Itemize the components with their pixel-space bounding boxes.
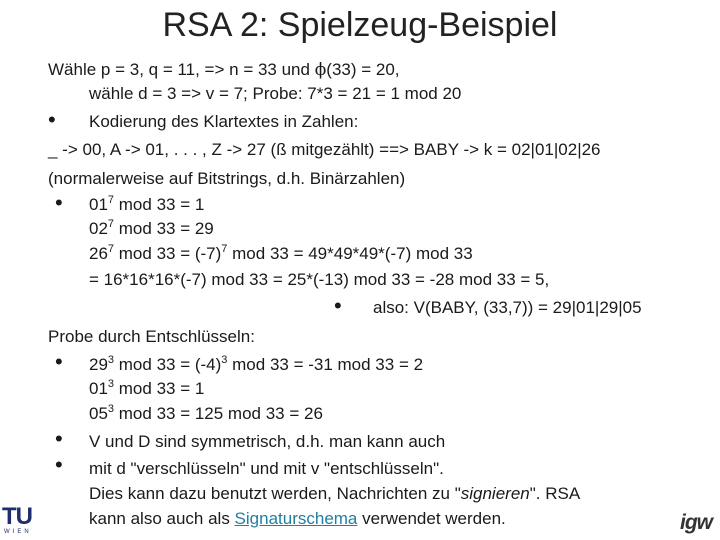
- exponent: 7: [107, 218, 115, 230]
- line-ciphertext: also: V(BABY, (33,7)) = 29|01|29|05: [373, 298, 642, 317]
- mid: mod 33 = (-4): [114, 355, 222, 374]
- line-swap-keys: mit d "verschlüsseln" und mit v "entschlüsseln".: [89, 459, 444, 478]
- line-power-01: [89, 195, 204, 215]
- exponent: 3: [221, 354, 228, 366]
- phi-symbol: ϕ: [314, 60, 327, 80]
- base: 01: [89, 379, 108, 398]
- rest: mod 33 = 125 mod 33 = 26: [114, 404, 323, 423]
- line-sign: [89, 484, 580, 504]
- text: verwendet werden.: [357, 509, 506, 528]
- line-mapping: _ -> 00, A -> 01, . . . , Z -> 27 (ß mitgezählt) ==> BABY -> k = 02|01|02|26: [48, 140, 601, 159]
- wien-logo-text: WIEN: [4, 529, 32, 535]
- base: 02: [89, 219, 108, 238]
- tu-wien-logo: [2, 503, 36, 539]
- line-choose-d: wähle d = 3 => v = 7; Probe: 7*3 = 21 = 1 mod 20: [89, 84, 462, 103]
- rest: mod 33 = 29: [114, 219, 214, 238]
- signaturschema-link[interactable]: Signaturschema: [234, 509, 358, 528]
- bullet: •: [55, 426, 63, 451]
- tu-logo-text: TU: [2, 503, 32, 530]
- line-computation: = 16*16*16*(-7) mod 33 = 25*(-13) mod 33 = -28 mod 33 = 5,: [89, 270, 550, 289]
- text: Dies kann dazu benutzt werden, Nachrichten zu ": [89, 484, 461, 503]
- exponent: 7: [221, 243, 228, 255]
- exponent: 3: [107, 378, 115, 390]
- emphasis-signieren: signieren: [460, 484, 530, 503]
- bullet: •: [48, 107, 56, 132]
- mid: mod 33 = (-7): [114, 244, 222, 263]
- line-bitstrings: (normalerweise auf Bitstrings, d.h. Binärzahlen): [48, 169, 406, 188]
- line-encoding: Kodierung des Klartextes in Zahlen:: [89, 112, 359, 131]
- bullet: •: [55, 190, 63, 215]
- text: kann also auch als: [89, 509, 235, 528]
- rest: mod 33 = 49*49*49*(-7) mod 33: [227, 244, 473, 263]
- line-power-01-dec: [89, 379, 204, 399]
- text: ". RSA: [529, 484, 581, 503]
- bullet: •: [55, 452, 63, 477]
- exponent: 3: [107, 403, 115, 415]
- line-primes-end: (33) = 20,: [326, 60, 400, 79]
- rest: mod 33 = -31 mod 33 = 2: [227, 355, 424, 374]
- slide-title: RSA 2: Spielzeug-Beispiel: [162, 6, 558, 44]
- line-symmetric: V und D sind symmetrisch, d.h. man kann auch: [89, 432, 446, 451]
- line-power-26: [89, 244, 473, 264]
- bullet: •: [55, 349, 63, 374]
- line-power-05: [89, 404, 323, 424]
- base: 05: [89, 404, 108, 423]
- bullet: •: [334, 293, 342, 318]
- line-decrypt-check: Probe durch Entschlüsseln:: [48, 327, 255, 346]
- igw-logo: igw: [680, 511, 712, 534]
- exponent: 3: [107, 354, 115, 366]
- line-power-29: [89, 355, 423, 375]
- base: 29: [89, 355, 108, 374]
- line-primes-text: Wähle p = 3, q = 11, => n = 33 und: [48, 60, 315, 79]
- line-primes: [48, 60, 400, 80]
- line-signature-scheme: [89, 509, 506, 529]
- base: 26: [89, 244, 108, 263]
- base: 01: [89, 195, 108, 214]
- exponent: 7: [107, 243, 115, 255]
- rest: mod 33 = 1: [114, 195, 205, 214]
- exponent: 7: [107, 194, 115, 206]
- line-power-02: [89, 219, 214, 239]
- rest: mod 33 = 1: [114, 379, 205, 398]
